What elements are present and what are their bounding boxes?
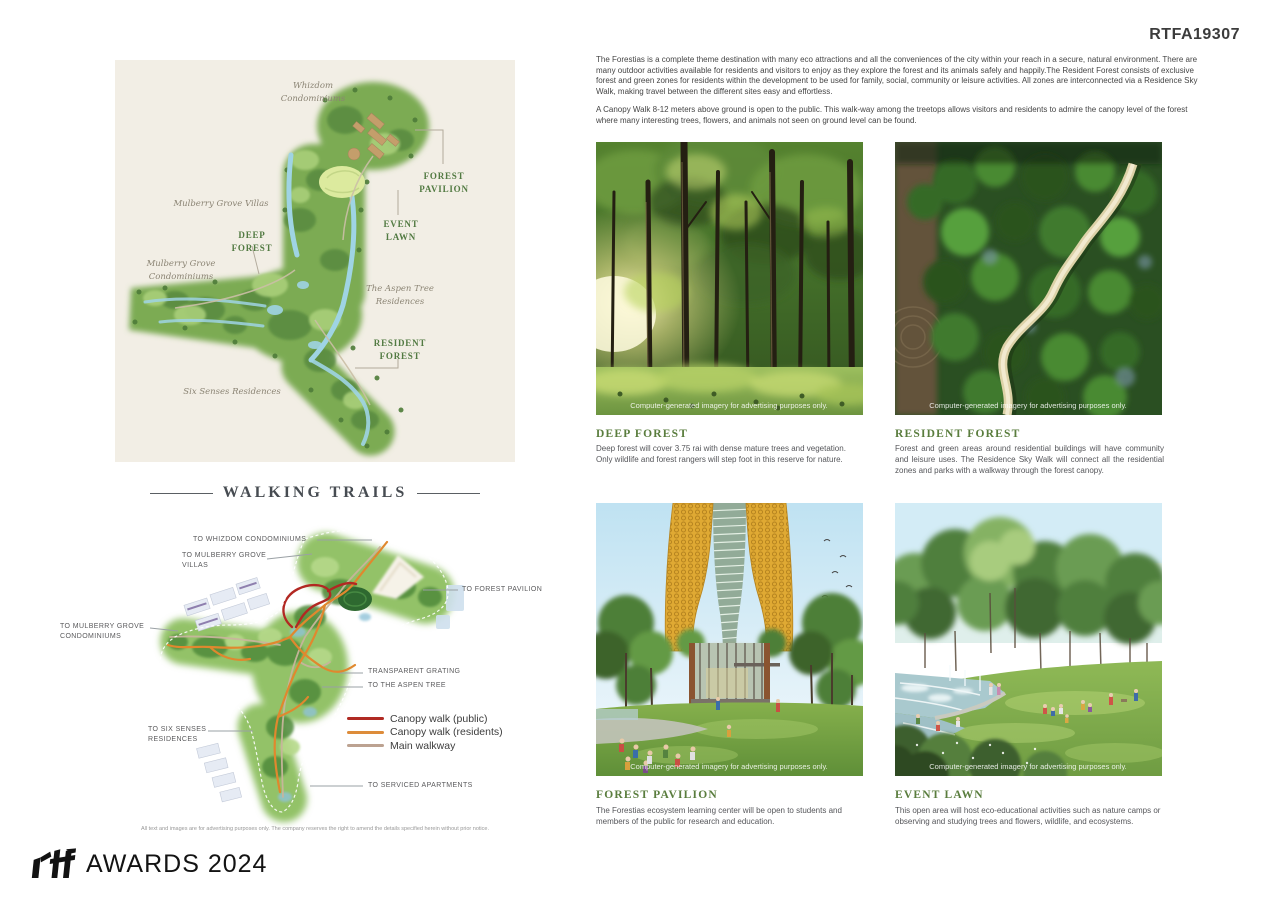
trail-label-to-mulberry-villas: TO MULBERRY GROVE VILLAS	[182, 552, 267, 570]
legend-label: Canopy walk (public)	[390, 712, 488, 725]
rtf-logo-icon	[30, 846, 76, 882]
legend-row-canopy-public	[347, 712, 503, 726]
walking-trails-title: WALKING TRAILS	[222, 484, 408, 501]
feature-body-forest-pavilion: The Forestias ecosystem learning center will be open to students and members of the public for research and education.	[596, 806, 842, 827]
feature-body-resident-forest: Forest and green areas around residential buildings will have community and leisure uses. The Residence Sky Walk will connect all the residential zones and parks with a walkway through the forest canopy.	[895, 444, 1164, 476]
title-rule-left	[150, 493, 213, 494]
photo-caption: Computer-generated imagery for advertising purposes only.	[929, 401, 1127, 410]
photo-caption: Computer-generated imagery for advertising purposes only.	[630, 762, 828, 771]
trail-label-to-forest-pavilion: TO FOREST PAVILION	[462, 586, 543, 593]
feature-body-event-lawn: This open area will host eco-educational activities such as nature camps or observing and studying trees and flowers, wildlife, and ecosystems.	[895, 806, 1161, 827]
map-label-mulberry-grove-condominiums: Mulberry Grove Condominiums	[146, 259, 216, 282]
rtf-awards-logo	[30, 846, 267, 882]
photo-deep-forest	[596, 142, 863, 415]
feature-title-deep-forest: DEEP FOREST	[596, 428, 689, 440]
map-label-deep-forest: DEEP FOREST	[231, 230, 273, 254]
board-code: RTFA19307	[1149, 26, 1240, 43]
resident-forest-render	[895, 142, 1162, 415]
map-label-six-senses-residences: Six Senses Residences	[183, 387, 281, 397]
legend-label: Main walkway	[390, 739, 456, 752]
map-label-whizdom-condominiums: Whizdom Condominiums	[280, 81, 346, 104]
feature-title-forest-pavilion: FOREST PAVILION	[596, 789, 718, 801]
photo-caption: Computer-generated imagery for advertising purposes only.	[929, 762, 1127, 771]
trail-label-to-mulberry-condos: TO MULBERRY GROVE CONDOMINIUMS	[60, 623, 145, 641]
intro-paragraph-2: A Canopy Walk 8-12 meters above ground is open to the public. This walk-way among the treetops allows visitors and residents to admire the canopy level of the forest where many interesting trees, flowers, and animals not seen on ground level can be found.	[596, 105, 1188, 125]
photo-event-lawn	[895, 503, 1162, 776]
canopy-residents-swatch	[347, 731, 384, 734]
trails-legend	[347, 712, 503, 753]
map-label-forest-pavilion: FOREST PAVILION	[419, 171, 469, 195]
map-label-mulberry-grove-villas: Mulberry Grove Villas	[173, 199, 269, 209]
legend-row-canopy-residents	[347, 726, 503, 740]
event-lawn-render	[895, 503, 1162, 776]
intro-text	[596, 55, 1202, 134]
trail-label-to-six-senses: TO SIX SENSES RESIDENCES	[148, 726, 207, 744]
trail-label-to-aspen-tree: TO THE ASPEN TREE	[368, 682, 446, 689]
feature-body-deep-forest: Deep forest will cover 3.75 rai with dense mature trees and vegetation. Only wildlife and forest rangers will step foot in this reserve for nature.	[596, 444, 846, 465]
map-label-aspen-tree-residences: The Aspen Tree Residences	[366, 284, 434, 307]
map-label-event-lawn: EVENT LAWN	[383, 219, 419, 243]
main-walkway-swatch	[347, 744, 384, 747]
canopy-public-swatch	[347, 717, 384, 720]
forest-pavilion-render	[596, 503, 863, 776]
title-rule-right	[417, 493, 480, 494]
intro-paragraph-1: The Forestias is a complete theme destination with many eco attractions and all the conveniences of the city within your reach in a secure, natural environment. There are many outdoor activities available for residents and visitors to enjoy as they explore the forest and its animals safely and happily.The Resident Forest consists of exclusive forest and green zones for residents within the development to be used for family, social, community or leisure activities. All zones are interconnected via a Residence Sky Walk, making travel between the different sites easy and effortless.	[596, 55, 1198, 96]
photo-caption: Computer-generated imagery for advertising purposes only.	[630, 401, 828, 410]
trail-label-to-serviced-apartments: TO SERVICED APARTMENTS	[368, 782, 473, 789]
photo-resident-forest	[895, 142, 1162, 415]
legend-row-main-walkway	[347, 739, 503, 753]
map-label-resident-forest: RESIDENT FOREST	[373, 338, 427, 362]
trail-label-transparent-grating: TRANSPARENT GRATING	[368, 668, 461, 675]
feature-title-resident-forest: RESIDENT FOREST	[895, 428, 1021, 440]
deep-forest-render	[596, 142, 863, 415]
photo-forest-pavilion	[596, 503, 863, 776]
disclaimer-text: All text and images are for advertising purposes only. The company reserves the right to amend the details specified herein without prior notice.	[140, 826, 489, 832]
awards-year-text: AWARDS 2024	[86, 849, 268, 878]
feature-title-event-lawn: EVENT LAWN	[895, 789, 984, 801]
trail-label-to-whizdom: TO WHIZDOM CONDOMINIUMS	[193, 536, 307, 543]
legend-label: Canopy walk (residents)	[390, 726, 503, 739]
